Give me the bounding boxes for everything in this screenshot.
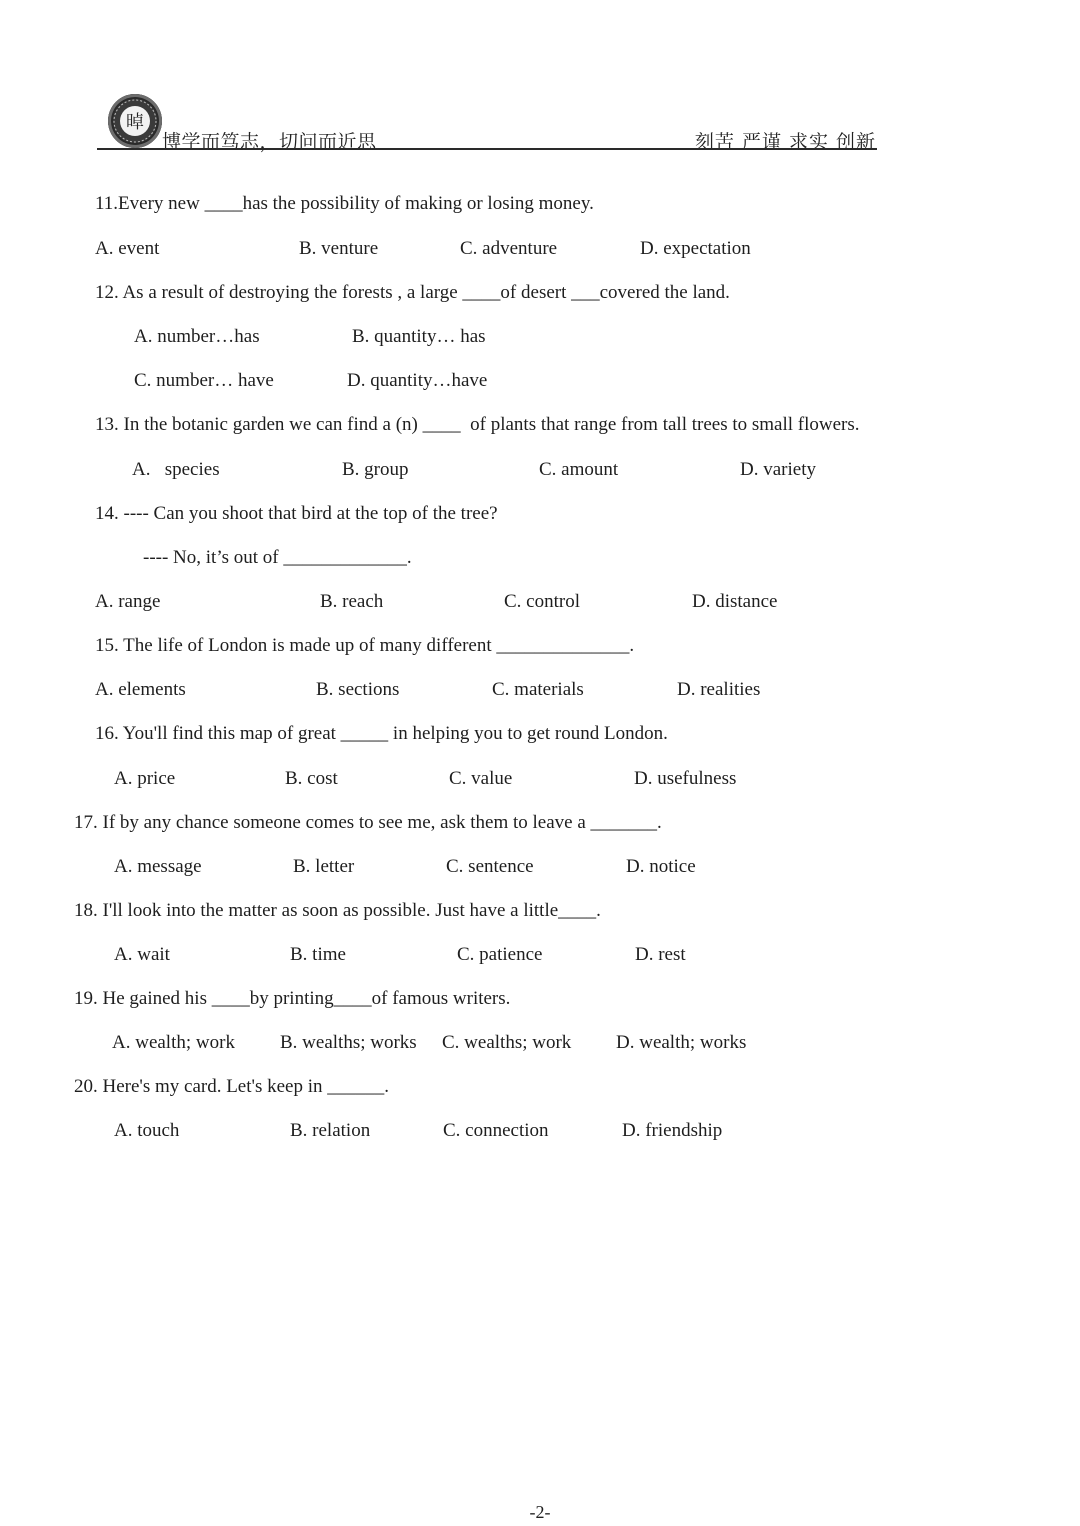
question-14-reply: ---- No, it’s out of _____________. xyxy=(143,547,412,568)
q12-option-d: D. quantity…have xyxy=(347,370,488,391)
question-16-stem: 16. You'll find this map of great _____ in helping you to get round London. xyxy=(95,723,668,744)
q17-option-b: B. letter xyxy=(293,856,355,877)
q20-option-a: A. touch xyxy=(114,1120,180,1141)
q13-option-b: B. group xyxy=(342,459,409,480)
question-15-stem: 15. The life of London is made up of many different ______________. xyxy=(95,635,635,656)
q11-option-d: D. expectation xyxy=(640,238,751,259)
q19-option-d: D. wealth; works xyxy=(616,1032,747,1053)
q11-option-c: C. adventure xyxy=(460,238,558,259)
q18-option-c: C. patience xyxy=(457,944,543,965)
q18-option-d: D. rest xyxy=(635,944,686,965)
q15-option-a: A. elements xyxy=(95,679,186,700)
question-13-stem: 13. In the botanic garden we can find a (n) ____ of plants that range from tall trees to small flowers. xyxy=(95,414,860,435)
page-number: -2- xyxy=(529,1502,551,1522)
svg-text:晫: 晫 xyxy=(126,112,144,133)
q19-option-c: C. wealths; work xyxy=(442,1032,572,1053)
q18-option-a: A. wait xyxy=(114,944,170,965)
q17-option-d: D. notice xyxy=(626,856,696,877)
q13-option-d: D. variety xyxy=(740,459,816,480)
q19-option-a: A. wealth; work xyxy=(112,1032,235,1053)
q14-option-a: A. range xyxy=(95,591,161,612)
question-18-stem: 18. I'll look into the matter as soon as possible. Just have a little____. xyxy=(74,900,601,921)
q13-option-c: C. amount xyxy=(539,459,619,480)
q14-option-b: B. reach xyxy=(320,591,384,612)
q18-option-b: B. time xyxy=(290,944,346,965)
q14-option-c: C. control xyxy=(504,591,580,612)
question-19-stem: 19. He gained his ____by printing____of famous writers. xyxy=(74,988,511,1009)
q20-option-b: B. relation xyxy=(290,1120,371,1141)
question-17-stem: 17. If by any chance someone comes to see me, ask them to leave a _______. xyxy=(74,812,662,833)
q11-option-a: A. event xyxy=(95,238,160,259)
q14-option-d: D. distance xyxy=(692,591,778,612)
header-motto-right: 刻苦 严谨 求实 创新 xyxy=(694,131,876,153)
q17-option-a: A. message xyxy=(114,856,202,877)
q15-option-b: B. sections xyxy=(316,679,400,700)
q16-option-c: C. value xyxy=(449,768,513,789)
q12-option-c: C. number… have xyxy=(134,370,274,391)
question-12-stem: 12. As a result of destroying the forests , a large ____of desert ___covered the land. xyxy=(95,282,730,303)
header-divider xyxy=(97,148,877,150)
header-motto-left: 博学而笃志，切问而近思 xyxy=(162,131,377,153)
question-20-stem: 20. Here's my card. Let's keep in ______. xyxy=(74,1076,389,1097)
q15-option-d: D. realities xyxy=(677,679,761,700)
q13-option-a: A. species xyxy=(132,459,220,480)
q16-option-b: B. cost xyxy=(285,768,338,789)
q17-option-c: C. sentence xyxy=(446,856,534,877)
q12-option-a: A. number…has xyxy=(134,326,260,347)
q16-option-d: D. usefulness xyxy=(634,768,737,789)
q12-option-b: B. quantity… has xyxy=(352,326,486,347)
school-emblem-logo xyxy=(108,94,162,148)
q15-option-c: C. materials xyxy=(492,679,584,700)
question-11-stem: 11.Every new ____has the possibility of making or losing money. xyxy=(95,193,594,214)
page-header xyxy=(0,0,1080,160)
q16-option-a: A. price xyxy=(114,768,176,789)
question-14-stem: 14. ---- Can you shoot that bird at the top of the tree? xyxy=(95,503,498,524)
q19-option-b: B. wealths; works xyxy=(280,1032,417,1053)
q20-option-c: C. connection xyxy=(443,1120,549,1141)
q20-option-d: D. friendship xyxy=(622,1120,723,1141)
q11-option-b: B. venture xyxy=(299,238,379,259)
